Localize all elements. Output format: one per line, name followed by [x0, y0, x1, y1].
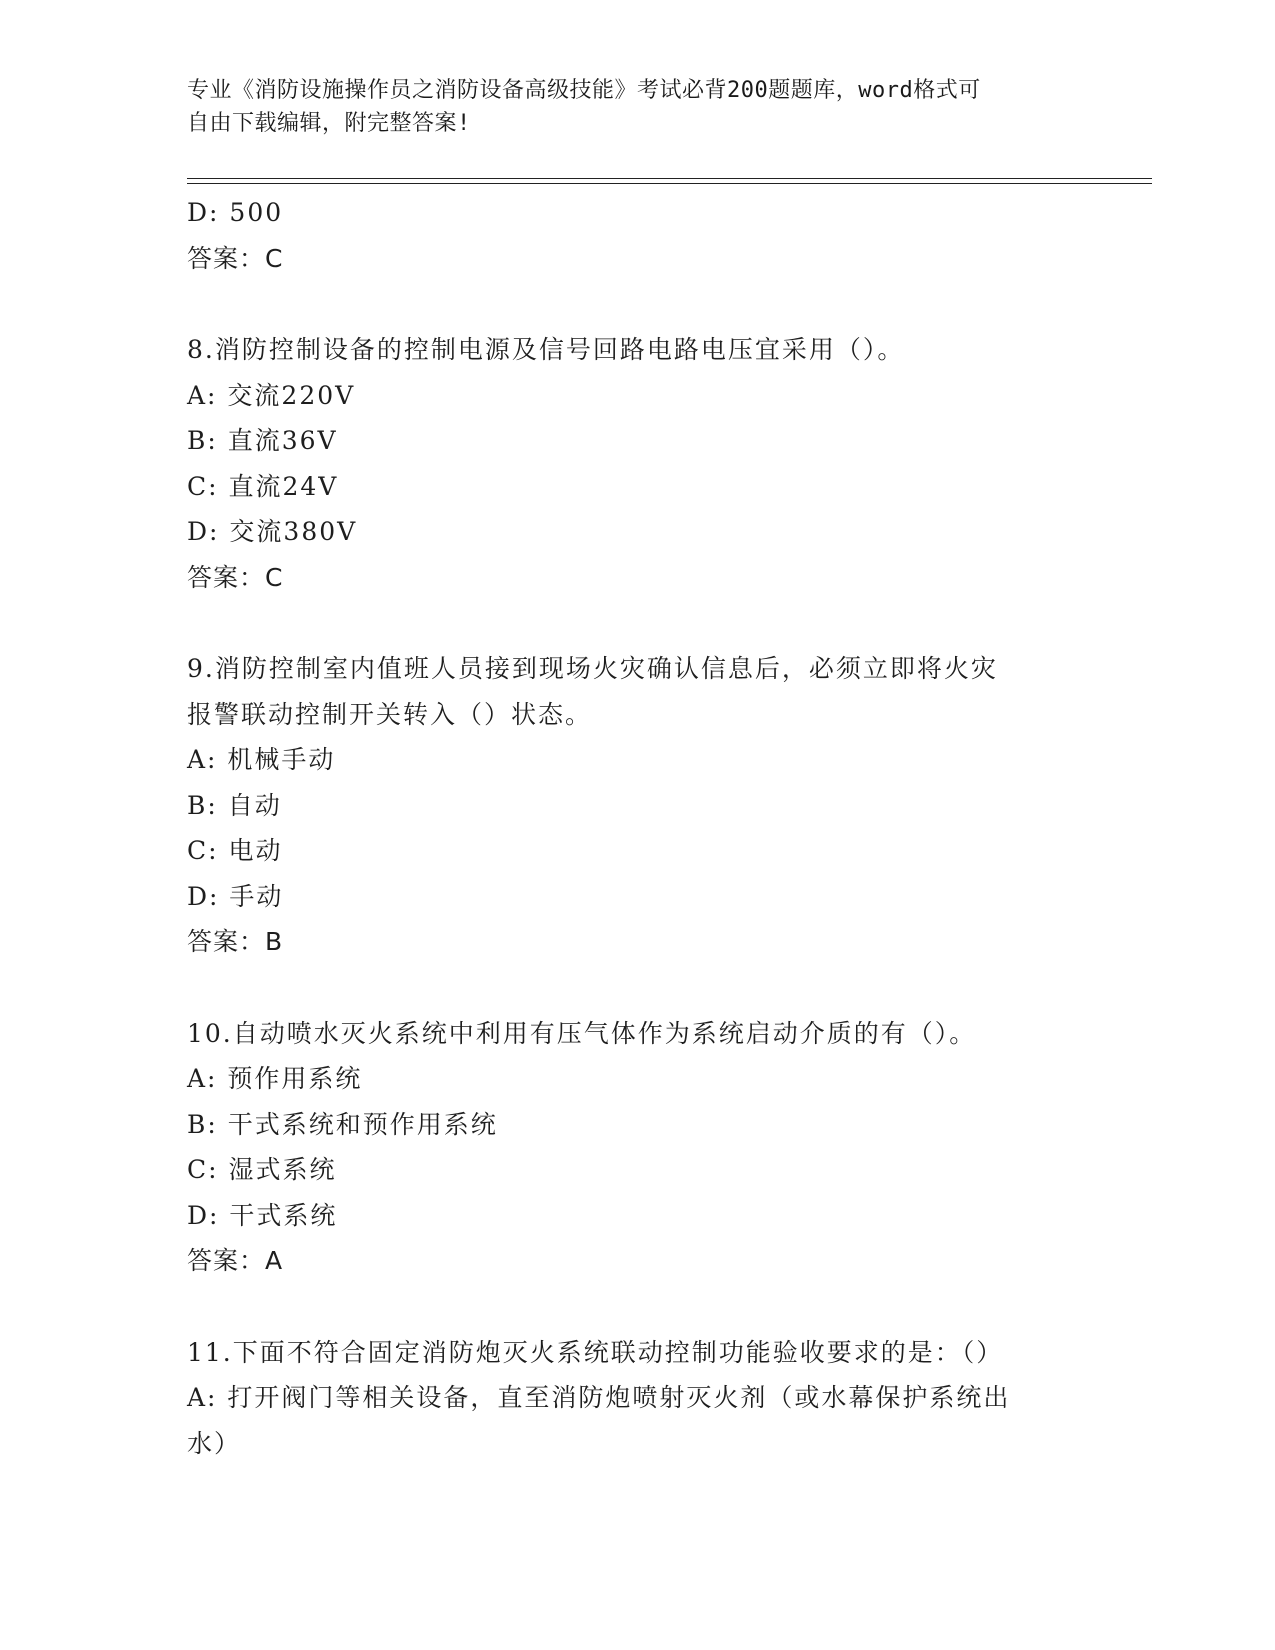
spacer	[187, 965, 1087, 1011]
question-stem: 9.消防控制室内值班人员接到现场火灾确认信息后，必须立即将火灾	[187, 654, 998, 683]
header-line-2: 自由下载编辑，附完整答案!	[187, 111, 471, 136]
option-c: C: 湿式系统	[187, 1155, 337, 1184]
option-c: C: 电动	[187, 836, 283, 865]
header-divider-top	[187, 178, 1152, 179]
question-10	[187, 1011, 1087, 1284]
question-11	[187, 1330, 1087, 1467]
option-d: D: 交流380V	[187, 517, 358, 546]
header-divider-bottom	[187, 183, 1152, 184]
option-a: A: 打开阀门等相关设备，直至消防炮喷射灭火剂（或水幕保护系统出	[187, 1383, 1011, 1412]
option-d: D: 手动	[187, 881, 284, 911]
document-header	[187, 74, 1067, 140]
spacer	[187, 600, 1087, 646]
spacer	[187, 1284, 1087, 1330]
option-c: C: 直流24V	[187, 471, 339, 501]
option-d: D: 干式系统	[187, 1200, 338, 1230]
answer-text: 答案：C	[187, 562, 284, 592]
option-b: B: 直流36V	[187, 426, 338, 455]
question-8	[187, 327, 1087, 600]
option-d: D: 500	[187, 198, 284, 227]
question-9	[187, 646, 1087, 965]
option-a: A: 交流220V	[187, 380, 356, 410]
question-stem-continued: 报警联动控制开关转入（）状态。	[187, 699, 593, 729]
answer-text: 答案：B	[187, 927, 284, 956]
option-a: A: 机械手动	[187, 745, 336, 774]
option-a: A: 预作用系统	[187, 1064, 363, 1093]
header-line-1: 专业《消防设施操作员之消防设备高级技能》考试必背200题题库，word格式可	[187, 78, 981, 103]
answer-text: 答案：A	[187, 1246, 284, 1275]
question-stem: 8.消防控制设备的控制电源及信号回路电路电压宜采用（）。	[187, 335, 905, 364]
option-b: B: 自动	[187, 790, 282, 820]
question-stem: 10.自动喷水灭火系统中利用有压气体作为系统启动介质的有（）。	[187, 1018, 977, 1048]
spacer	[187, 281, 1087, 327]
answer-text: 答案：C	[187, 243, 284, 273]
option-b: B: 干式系统和预作用系统	[187, 1109, 498, 1139]
option-a-continued: 水）	[187, 1428, 242, 1458]
question-list	[187, 190, 1087, 1466]
question-stem: 11.下面不符合固定消防炮灭火系统联动控制功能验收要求的是：（）	[187, 1337, 1004, 1367]
